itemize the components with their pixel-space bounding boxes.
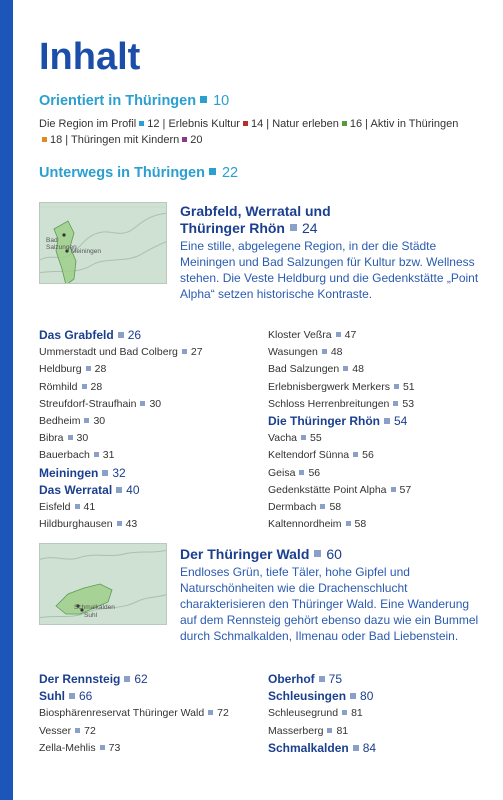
topic-aktiv[interactable]: Aktiv in Thüringen	[370, 118, 459, 130]
entry-name: Keltendorf Sünna	[268, 449, 350, 462]
page-number: 81	[336, 724, 349, 737]
entry-name: Schloss Herrenbreitungen	[268, 397, 390, 410]
toc-entry[interactable]	[268, 361, 479, 378]
page-number: 10	[213, 93, 230, 109]
toc-entry[interactable]	[39, 705, 259, 722]
page-number: 66	[79, 689, 93, 704]
toc-column-right	[268, 671, 479, 757]
square-bullet-icon	[342, 710, 347, 715]
square-bullet-icon	[86, 366, 91, 371]
toc-heading[interactable]	[39, 688, 259, 705]
page-number: 20	[190, 133, 203, 146]
page-number: 24	[302, 220, 318, 236]
page-number: 75	[328, 672, 343, 686]
toc-entry[interactable]	[39, 723, 259, 740]
square-bullet-icon	[327, 728, 332, 733]
toc-entry[interactable]	[268, 705, 479, 722]
page-number: 12	[147, 118, 160, 130]
toc-heading[interactable]	[268, 413, 479, 430]
entry-name: Streufdorf-Straufhain	[39, 397, 137, 410]
square-bullet-icon	[209, 168, 216, 175]
toc-entry[interactable]	[268, 499, 479, 516]
entry-name: Zella-Mehlis	[39, 741, 96, 754]
entry-name: Schmalkalden	[268, 740, 349, 755]
square-bullet-icon	[182, 349, 187, 354]
toc-entry[interactable]	[39, 499, 259, 516]
square-bullet-icon	[117, 521, 122, 526]
square-bullet-icon	[94, 452, 99, 457]
toc-entry[interactable]	[268, 482, 479, 499]
region-description: Eine stille, abgelegene Region, in der die Städte Meiningen und Bad Salzungen für Kultur bzw. Wellness stehen. Die Veste Heldburg und die Gedenkstätte „Point Alpha“ setzen historische Kontraste.	[180, 239, 479, 301]
page-number: 26	[127, 328, 142, 342]
square-bullet-icon	[75, 504, 80, 509]
toc-entry[interactable]	[39, 413, 259, 430]
toc-heading[interactable]	[39, 671, 259, 688]
toc-entry[interactable]	[268, 447, 479, 464]
entry-name: Bad Salzungen	[268, 363, 340, 376]
toc-entry[interactable]	[268, 723, 479, 740]
toc-heading[interactable]	[268, 671, 479, 688]
entry-name: Schleusegrund	[268, 707, 339, 720]
square-bullet-icon	[124, 676, 130, 682]
page-number: 27	[190, 346, 203, 359]
page-number: 51	[402, 380, 415, 393]
toc-entry[interactable]	[268, 465, 479, 482]
entry-name: Das Werratal	[39, 482, 113, 497]
entry-name: Masserberg	[268, 724, 324, 737]
entry-name: Gedenkstätte Point Alpha	[268, 483, 387, 496]
map-label: Suhl	[84, 612, 98, 619]
square-bullet-icon	[42, 137, 47, 142]
page-number: 48	[330, 346, 343, 359]
toc-entry[interactable]	[39, 396, 259, 413]
page-number: 54	[394, 414, 408, 429]
square-bullet-icon	[75, 728, 80, 733]
section-orientiert[interactable]	[39, 93, 229, 109]
topic-kinder[interactable]: Thüringen mit Kindern	[71, 133, 180, 146]
toc-entry[interactable]	[39, 361, 259, 378]
square-bullet-icon	[68, 435, 73, 440]
entry-name: Wasungen	[268, 346, 318, 359]
toc-entry[interactable]	[268, 516, 479, 533]
entry-name: Der Rennsteig	[39, 672, 121, 686]
toc-entry[interactable]	[39, 344, 259, 361]
map-label: Meiningen	[71, 248, 101, 255]
square-bullet-icon	[353, 452, 358, 457]
page-number: 56	[362, 449, 374, 462]
section-label: Unterwegs in Thüringen	[39, 165, 205, 181]
entry-name: Erlebnisbergwerk Merkers	[268, 380, 390, 393]
map-image	[40, 544, 166, 624]
section-unterwegs[interactable]	[39, 165, 238, 181]
square-bullet-icon	[139, 121, 144, 126]
entry-name: Römhild	[39, 380, 78, 393]
entry-name: Oberhof	[268, 672, 315, 686]
entry-name: Vacha	[268, 432, 297, 445]
square-bullet-icon	[393, 401, 398, 406]
section-label: Orientiert in Thüringen	[39, 93, 197, 109]
toc-entry[interactable]	[268, 344, 479, 361]
toc-heading[interactable]	[39, 327, 259, 344]
square-bullet-icon	[336, 332, 341, 337]
toc-heading[interactable]	[268, 688, 479, 705]
entry-name: Die Thüringer Rhön	[268, 414, 380, 429]
toc-heading[interactable]	[39, 482, 259, 499]
square-bullet-icon	[200, 96, 207, 103]
square-bullet-icon	[84, 418, 89, 423]
page-number: 72	[84, 724, 96, 737]
page-number: 31	[102, 449, 115, 462]
page-number: 73	[108, 741, 121, 754]
toc-entry[interactable]	[39, 516, 259, 533]
square-bullet-icon	[320, 504, 325, 509]
region-title-line: Der Thüringer Wald	[180, 546, 310, 562]
toc-column-left	[39, 671, 259, 757]
square-bullet-icon	[82, 384, 87, 389]
page-number: 41	[83, 501, 96, 514]
toc-entry[interactable]	[39, 447, 259, 464]
region-title-line: Grabfeld, Werratal und	[180, 203, 331, 219]
square-bullet-icon	[319, 676, 325, 682]
page-number: 62	[134, 672, 148, 686]
entry-name: Schleusingen	[268, 689, 347, 704]
square-bullet-icon	[384, 418, 390, 424]
toc-entry[interactable]	[268, 430, 479, 447]
page-number: 32	[112, 465, 126, 480]
page-number: 30	[149, 397, 162, 410]
entry-name: Bedheim	[39, 415, 81, 428]
page-number: 57	[399, 483, 412, 496]
square-bullet-icon	[290, 224, 297, 231]
entry-name: Suhl	[39, 689, 65, 704]
region-title-line: Thüringer Rhön	[180, 220, 285, 236]
toc-entry[interactable]	[39, 740, 259, 757]
topic-natur[interactable]: Natur erleben	[272, 118, 339, 130]
square-bullet-icon	[140, 401, 145, 406]
square-bullet-icon	[116, 487, 122, 493]
square-bullet-icon	[118, 332, 124, 338]
entry-name: Bauerbach	[39, 449, 90, 462]
square-bullet-icon	[391, 487, 396, 492]
entry-name: Das Grabfeld	[39, 328, 114, 342]
page-number: 40	[126, 482, 140, 497]
square-bullet-icon	[314, 550, 321, 557]
entry-name: Meiningen	[39, 465, 99, 480]
region-title-thueringer-wald[interactable]	[180, 546, 342, 563]
square-bullet-icon	[353, 745, 359, 751]
square-bullet-icon	[299, 470, 304, 475]
toc-column-right	[268, 327, 479, 533]
square-bullet-icon	[182, 137, 187, 142]
entry-name: Bibra	[39, 432, 64, 445]
entry-name: Hildburghausen	[39, 518, 113, 531]
square-bullet-icon	[343, 366, 348, 371]
square-bullet-icon	[394, 384, 399, 389]
entry-name: Dermbach	[268, 501, 317, 514]
entry-name: Ummerstadt und Bad Colberg	[39, 346, 178, 359]
toc-entry[interactable]	[268, 327, 479, 344]
page-number: 56	[308, 466, 321, 479]
square-bullet-icon	[346, 521, 351, 526]
page-number: 28	[94, 363, 107, 376]
page-number: 18	[50, 133, 63, 146]
page-number: 53	[402, 397, 415, 410]
page-number: 80	[360, 689, 374, 704]
page-number: 55	[310, 432, 322, 445]
region-title-grabfeld[interactable]	[180, 203, 331, 237]
page-number: 60	[326, 546, 342, 562]
page-number: 84	[362, 740, 377, 755]
square-bullet-icon	[243, 121, 248, 126]
entry-name: Kaltennordheim	[268, 518, 342, 531]
page-number: 14	[250, 118, 264, 130]
square-bullet-icon	[100, 745, 105, 750]
toc-heading[interactable]	[268, 740, 479, 757]
square-bullet-icon	[102, 470, 108, 476]
map-label: Schmalkalden	[74, 604, 115, 611]
toc-entry[interactable]	[268, 379, 479, 396]
page-number: 22	[221, 165, 239, 181]
page-number: 16	[349, 118, 363, 130]
square-bullet-icon	[301, 435, 306, 440]
page-number: 47	[344, 329, 357, 341]
square-bullet-icon	[342, 121, 347, 126]
toc-column-left	[39, 327, 259, 533]
entry-name: Heldburg	[39, 363, 82, 376]
page-number: 28	[90, 380, 103, 393]
topic-kultur[interactable]: Erlebnis Kultur	[168, 118, 240, 130]
toc-entry[interactable]	[39, 430, 259, 447]
page-number: 81	[351, 707, 363, 720]
page-number: 58	[354, 518, 367, 531]
square-bullet-icon	[69, 693, 75, 699]
page-number: 30	[76, 432, 89, 445]
region-description: Endloses Grün, tiefe Täler, hohe Gipfel und Naturschönheiten wie die Drachenschlucht charakterisieren den Thüringer Wald. Eine Wanderung auf dem Rennsteig gehört ebenso dazu wie ein Bummel durch Schmalkalden, Ilmenau oder Bad Liebenstein.	[180, 565, 479, 643]
page-number: 48	[352, 363, 364, 376]
square-bullet-icon	[208, 710, 213, 715]
region-map-grabfeld	[39, 202, 167, 284]
page-title: Inhalt	[39, 36, 141, 78]
toc-entry[interactable]	[39, 379, 259, 396]
map-label: Bad Salzungen	[46, 237, 77, 251]
entry-name: Kloster Veßra	[268, 329, 332, 341]
square-bullet-icon	[322, 349, 327, 354]
page-number: 43	[125, 518, 138, 531]
page-number: 72	[217, 707, 229, 720]
topic-profil[interactable]: Die Region im Profil	[39, 118, 137, 130]
sidebar-stripe	[0, 0, 13, 800]
entry-name: Vesser	[39, 724, 72, 737]
entry-name: Biosphärenreservat Thüringer Wald	[39, 707, 205, 720]
entry-name: Eisfeld	[39, 501, 71, 514]
page-number: 30	[93, 415, 106, 428]
region-map-thueringer-wald	[39, 543, 167, 625]
toc-entry[interactable]	[268, 396, 479, 413]
entry-name: Geisa	[268, 466, 296, 479]
toc-heading[interactable]	[39, 465, 259, 482]
page-number: 58	[329, 501, 342, 514]
intro-topics: Die Region im Profil 12 | Erlebnis Kultur 14 | Natur erleben 16 | Aktiv in Thüringen18 | Thüringen mit Kindern 20	[39, 118, 459, 146]
square-bullet-icon	[350, 693, 356, 699]
